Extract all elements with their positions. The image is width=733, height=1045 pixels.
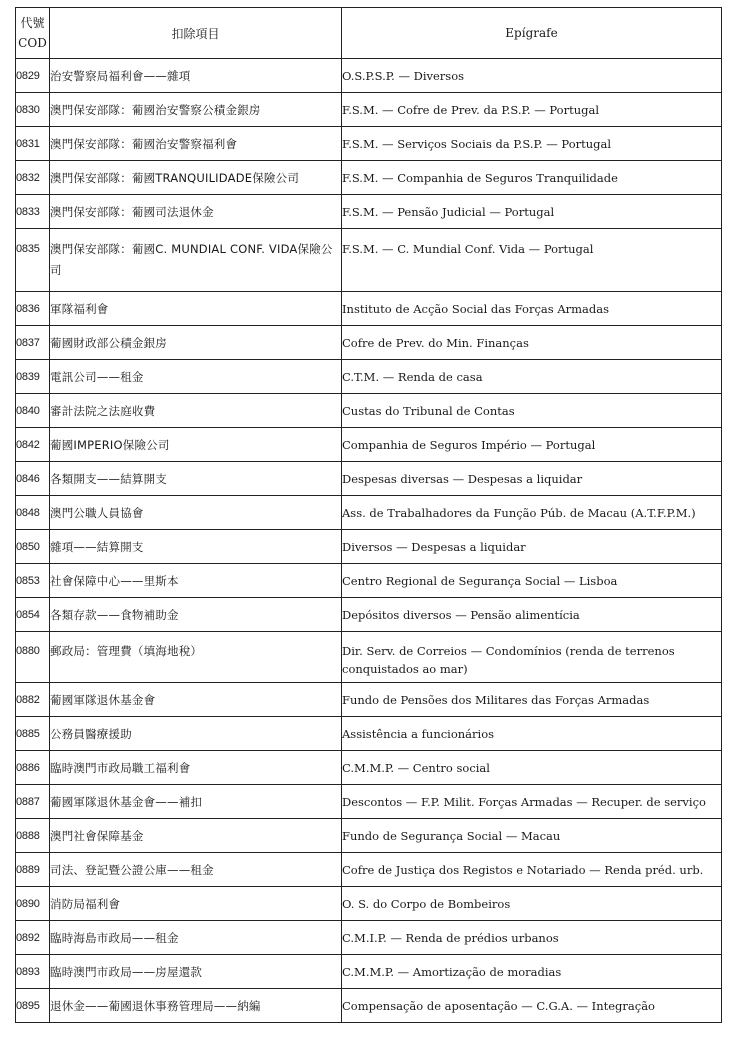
row-code: [16, 195, 50, 229]
row-code: [16, 955, 50, 989]
table-row: [16, 394, 722, 428]
row-pt-description: [342, 921, 722, 955]
row-zh-description-text: 消防局福利會: [50, 896, 121, 911]
row-code-text: 0888: [16, 829, 40, 842]
row-zh-description-text: 澳門保安部隊：葡國TRANQUILIDADE保險公司: [50, 170, 300, 185]
row-zh-description-text: 雜項——結算開支: [50, 539, 144, 554]
row-code: [16, 921, 50, 955]
row-pt-description: [342, 360, 722, 394]
header-zh: 扣除項目: [50, 8, 342, 59]
row-zh-description: [50, 530, 342, 564]
row-zh-description-text: 各類存款——食物補助金: [50, 607, 179, 622]
row-code: [16, 819, 50, 853]
row-pt-description-text: Fundo de Pensões dos Militares das Forças Armadas: [342, 692, 650, 707]
row-zh-description-text: 退休金——葡國退休事務管理局——納編: [50, 998, 261, 1013]
row-zh-description: [50, 853, 342, 887]
table-row: [16, 530, 722, 564]
row-code-text: 0842: [16, 438, 40, 451]
row-zh-description-text: 司法、登記暨公證公庫——租金: [50, 862, 214, 877]
row-zh-description: [50, 717, 342, 751]
table-row: [16, 564, 722, 598]
row-code-text: 0890: [16, 897, 40, 910]
row-code-text: 0829: [16, 69, 40, 82]
table-row: [16, 751, 722, 785]
row-pt-description-text: Cofre de Prev. do Min. Finanças: [342, 335, 529, 350]
row-code: [16, 530, 50, 564]
table-row: [16, 229, 722, 292]
row-code-text: 0835: [16, 243, 40, 255]
row-pt-description-text: Descontos — F.P. Milit. Forças Armadas — Recuper. de serviço: [342, 794, 706, 809]
table-header-row: [16, 8, 722, 59]
header-code-pt: COD: [18, 36, 47, 50]
row-code-text: 0848: [16, 506, 40, 519]
row-code-text: 0886: [16, 761, 40, 774]
row-zh-description: [50, 161, 342, 195]
row-code: [16, 887, 50, 921]
row-code: [16, 292, 50, 326]
row-zh-description: [50, 462, 342, 496]
row-zh-description: [50, 632, 342, 683]
row-code-text: 0882: [16, 693, 40, 706]
row-zh-description-text: 臨時澳門市政局職工福利會: [50, 760, 191, 775]
table-row: [16, 989, 722, 1023]
row-code: [16, 161, 50, 195]
row-code-text: 0836: [16, 302, 40, 315]
table-row: [16, 496, 722, 530]
row-code: [16, 360, 50, 394]
row-pt-description: [342, 292, 722, 326]
row-code: [16, 93, 50, 127]
row-code-text: 0840: [16, 404, 40, 417]
table-row: [16, 462, 722, 496]
row-zh-description: [50, 683, 342, 717]
row-zh-description-text: 葡國軍隊退休基金會——補扣: [50, 794, 203, 809]
row-pt-description-text: O.S.P.S.P. — Diversos: [342, 68, 465, 83]
row-code-text: 0887: [16, 795, 40, 808]
row-zh-description: [50, 428, 342, 462]
row-code-text: 0854: [16, 608, 40, 621]
table-row: [16, 785, 722, 819]
row-code: [16, 394, 50, 428]
row-pt-description: [342, 853, 722, 887]
header-pt: Epígrafe: [342, 8, 722, 59]
row-pt-description-text: C.M.M.P. — Amortização de moradias: [342, 964, 562, 979]
row-pt-description-text: F.S.M. — Pensão Judicial — Portugal: [342, 204, 555, 219]
row-zh-description-text: 軍隊福利會: [50, 301, 109, 316]
row-pt-description-text: Centro Regional de Segurança Social — Lisboa: [342, 573, 618, 588]
row-pt-description: [342, 326, 722, 360]
row-code-text: 0830: [16, 103, 40, 116]
table-row: [16, 887, 722, 921]
row-zh-description-text: 臨時海島市政局——租金: [50, 930, 179, 945]
row-zh-description-text: 澳門保安部隊：葡國C. MUNDIAL CONF. VIDA保險公司: [50, 242, 333, 277]
row-pt-description: [342, 717, 722, 751]
table-row: [16, 819, 722, 853]
row-zh-description-text: 葡國軍隊退休基金會: [50, 692, 156, 707]
row-pt-description-text: Dir. Serv. de Correios — Condomínios (renda de terrenos conquistados ao mar): [342, 644, 675, 676]
row-zh-description: [50, 751, 342, 785]
row-code: [16, 751, 50, 785]
row-zh-description: [50, 564, 342, 598]
row-code-text: 0895: [16, 999, 40, 1012]
row-code-text: 0839: [16, 370, 40, 383]
row-zh-description-text: 葡國財政部公積金銀房: [50, 335, 167, 350]
row-pt-description: [342, 195, 722, 229]
row-code: [16, 632, 50, 683]
row-pt-description-text: F.S.M. — C. Mundial Conf. Vida — Portugal: [342, 242, 594, 256]
row-code: [16, 564, 50, 598]
row-code: [16, 785, 50, 819]
row-zh-description: [50, 598, 342, 632]
row-pt-description: [342, 683, 722, 717]
table-row: [16, 161, 722, 195]
row-pt-description: [342, 751, 722, 785]
row-code-text: 0832: [16, 171, 40, 184]
row-pt-description: [342, 462, 722, 496]
row-zh-description: [50, 989, 342, 1023]
row-zh-description: [50, 292, 342, 326]
row-code: [16, 326, 50, 360]
row-zh-description: [50, 496, 342, 530]
row-zh-description: [50, 195, 342, 229]
row-pt-description-text: Ass. de Trabalhadores da Função Púb. de Macau (A.T.F.P.M.): [342, 505, 696, 520]
row-pt-description: [342, 229, 722, 292]
row-pt-description: [342, 819, 722, 853]
table-row: [16, 127, 722, 161]
row-code-text: 0893: [16, 965, 40, 978]
table-row: [16, 195, 722, 229]
row-code: [16, 496, 50, 530]
row-pt-description: [342, 785, 722, 819]
table-row: [16, 632, 722, 683]
row-pt-description: [342, 428, 722, 462]
table-row: [16, 326, 722, 360]
row-zh-description-text: 公務員醫療援助: [50, 726, 132, 741]
row-code: [16, 428, 50, 462]
row-zh-description-text: 電訊公司——租金: [50, 369, 144, 384]
row-code-text: 0892: [16, 931, 40, 944]
row-zh-description: [50, 360, 342, 394]
table-row: [16, 955, 722, 989]
deduction-codes-table: [15, 7, 722, 1023]
row-code: [16, 717, 50, 751]
row-pt-description: [342, 989, 722, 1023]
row-zh-description-text: 審計法院之法庭收費: [50, 403, 156, 418]
row-code-text: 0850: [16, 540, 40, 553]
row-pt-description: [342, 564, 722, 598]
row-code-text: 0837: [16, 336, 40, 349]
row-pt-description-text: Cofre de Justiça dos Registos e Notariado — Renda préd. urb.: [342, 862, 704, 877]
row-code: [16, 598, 50, 632]
row-pt-description: [342, 93, 722, 127]
header-code-zh: 代號: [20, 16, 45, 30]
row-zh-description-text: 葡國IMPERIO保險公司: [50, 437, 170, 452]
row-zh-description: [50, 93, 342, 127]
table-row: [16, 428, 722, 462]
row-code-text: 0885: [16, 727, 40, 740]
row-pt-description-text: F.S.M. — Companhia de Seguros Tranquilidade: [342, 170, 618, 185]
row-pt-description-text: F.S.M. — Serviços Sociais da P.S.P. — Portugal: [342, 136, 612, 151]
table-row: [16, 292, 722, 326]
row-zh-description: [50, 785, 342, 819]
row-pt-description-text: Despesas diversas — Despesas a liquidar: [342, 471, 583, 486]
row-pt-description-text: Instituto de Acção Social das Forças Armadas: [342, 301, 610, 316]
row-code-text: 0831: [16, 137, 40, 150]
row-code-text: 0889: [16, 863, 40, 876]
row-zh-description: [50, 887, 342, 921]
row-zh-description: [50, 127, 342, 161]
row-code: [16, 989, 50, 1023]
table-row: [16, 93, 722, 127]
row-zh-description-text: 澳門社會保障基金: [50, 828, 144, 843]
row-zh-description-text: 澳門公職人員協會: [50, 505, 144, 520]
row-zh-description: [50, 921, 342, 955]
table-row: [16, 360, 722, 394]
row-pt-description-text: C.M.I.P. — Renda de prédios urbanos: [342, 930, 559, 945]
row-pt-description: [342, 955, 722, 989]
row-code: [16, 462, 50, 496]
row-zh-description-text: 治安警察局福利會——雜項: [50, 68, 191, 83]
row-zh-description-text: 澳門保安部隊：葡國治安警察福利會: [50, 136, 238, 151]
row-pt-description: [342, 59, 722, 93]
row-code-text: 0880: [16, 645, 40, 657]
row-code: [16, 127, 50, 161]
row-pt-description-text: Diversos — Despesas a liquidar: [342, 539, 526, 554]
row-zh-description-text: 郵政局：管理費（填海地稅）: [50, 644, 203, 658]
row-pt-description: [342, 598, 722, 632]
row-pt-description: [342, 496, 722, 530]
row-pt-description-text: C.T.M. — Renda de casa: [342, 369, 483, 384]
table-row: [16, 683, 722, 717]
header-code: [16, 8, 50, 59]
row-pt-description-text: Custas do Tribunal de Contas: [342, 403, 515, 418]
row-pt-description-text: Companhia de Seguros Império — Portugal: [342, 437, 596, 452]
row-zh-description: [50, 955, 342, 989]
row-pt-description-text: Depósitos diversos — Pensão alimentícia: [342, 607, 580, 622]
row-code-text: 0846: [16, 472, 40, 485]
row-pt-description-text: F.S.M. — Cofre de Prev. da P.S.P. — Portugal: [342, 102, 600, 117]
row-zh-description: [50, 819, 342, 853]
row-pt-description: [342, 632, 722, 683]
row-pt-description: [342, 394, 722, 428]
row-code-text: 0853: [16, 574, 40, 587]
table-row: [16, 717, 722, 751]
table-row: [16, 598, 722, 632]
row-pt-description: [342, 127, 722, 161]
table-row: [16, 921, 722, 955]
row-zh-description: [50, 59, 342, 93]
row-pt-description: [342, 887, 722, 921]
row-code-text: 0833: [16, 205, 40, 218]
row-pt-description-text: C.M.M.P. — Centro social: [342, 760, 490, 775]
row-code: [16, 683, 50, 717]
row-pt-description: [342, 161, 722, 195]
row-zh-description-text: 澳門保安部隊：葡國治安警察公積金銀房: [50, 102, 261, 117]
row-zh-description-text: 社會保障中心——里斯本: [50, 573, 179, 588]
row-pt-description-text: Assistência a funcionários: [342, 726, 495, 741]
row-code: [16, 229, 50, 292]
row-code: [16, 853, 50, 887]
row-zh-description: [50, 394, 342, 428]
table-row: [16, 853, 722, 887]
row-pt-description-text: O. S. do Corpo de Bombeiros: [342, 896, 511, 911]
row-code: [16, 59, 50, 93]
row-zh-description: [50, 326, 342, 360]
row-pt-description-text: Fundo de Segurança Social — Macau: [342, 828, 561, 843]
row-pt-description-text: Compensação de aposentação — C.G.A. — Integração: [342, 998, 655, 1013]
row-zh-description-text: 澳門保安部隊：葡國司法退休金: [50, 204, 214, 219]
row-zh-description-text: 臨時澳門市政局——房屋還款: [50, 964, 203, 979]
row-zh-description: [50, 229, 342, 292]
table-row: [16, 59, 722, 93]
row-pt-description: [342, 530, 722, 564]
row-zh-description-text: 各類開支——結算開支: [50, 471, 167, 486]
